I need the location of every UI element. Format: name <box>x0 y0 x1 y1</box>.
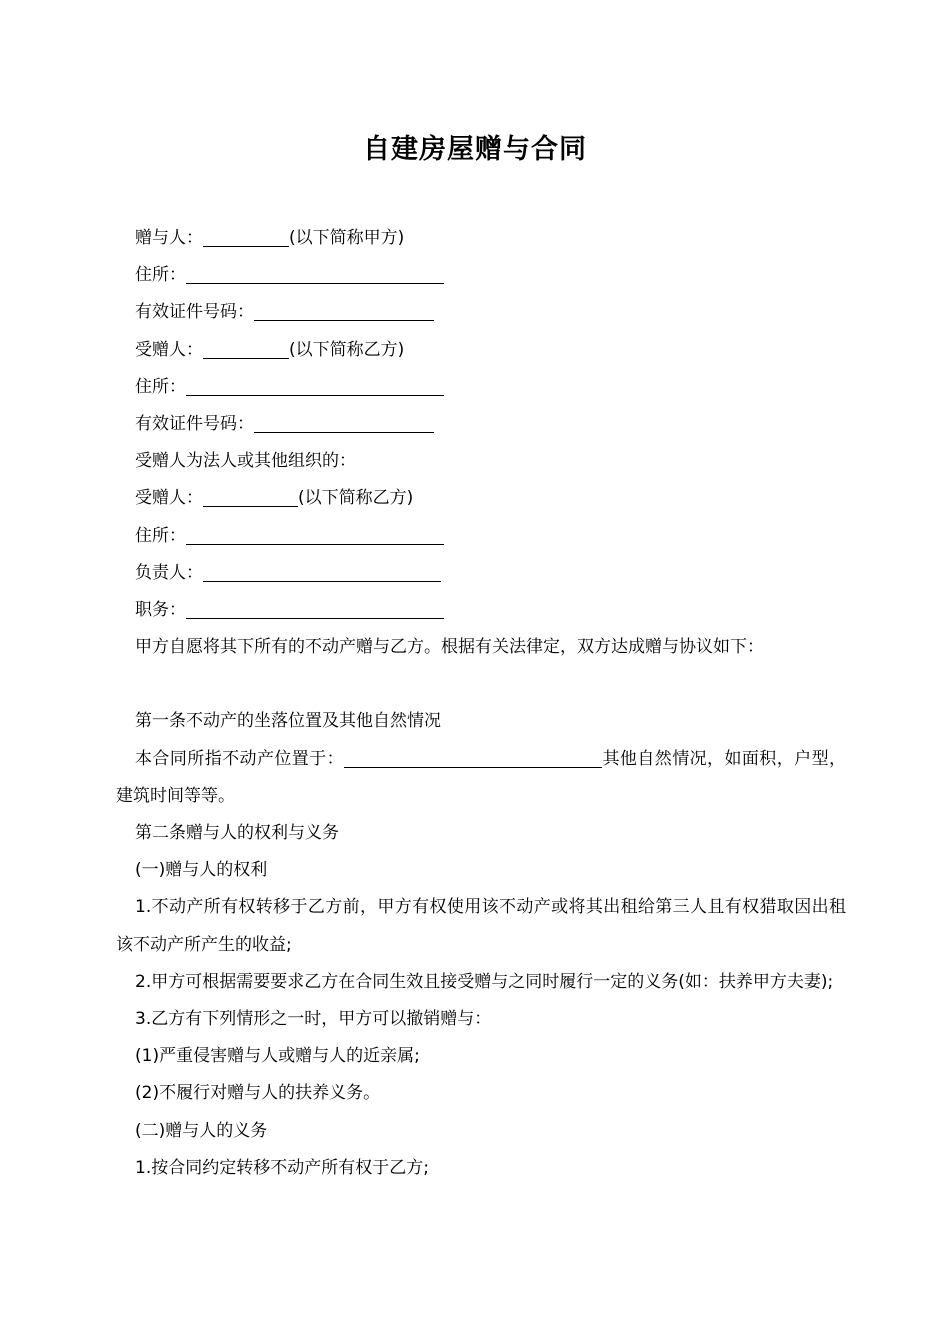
donee-line <box>116 332 846 369</box>
paragraph-gap <box>116 666 846 703</box>
donor-name-blank <box>203 224 289 247</box>
org-donee-suffix: (以下简称乙方) <box>298 488 414 509</box>
right-3-item-1-text: (1)严重侵害赠与人或赠与人的近亲属; <box>135 1046 420 1067</box>
article1-heading-text: 第一条不动产的坐落位置及其他自然情况 <box>135 711 441 732</box>
donee-id-label: 有效证件号码： <box>135 413 254 434</box>
duties-heading <box>116 1113 846 1150</box>
org-intro-text: 受赠人为法人或其他组织的： <box>135 451 356 472</box>
article1-paragraph <box>116 741 846 815</box>
donee-label: 受赠人： <box>135 339 203 360</box>
right-3-item-2-text: (2)不履行对赠与人的扶养义务。 <box>135 1083 381 1104</box>
donor-address-label: 住所： <box>135 265 186 286</box>
donee-name-blank <box>203 336 289 359</box>
rights-heading <box>116 852 846 889</box>
preamble-line <box>116 629 846 666</box>
org-donee-name-blank <box>203 484 298 507</box>
article1-text-b: 其他自然情况，如面积，户型，建筑时间等等。 <box>116 748 847 806</box>
document-body <box>116 220 846 1187</box>
right-1-paragraph: 1.不动产所有权转移于乙方前，甲方有权使用该不动产或将其出租给第三人且有权猎取因出租该不动产所产生的收益; <box>116 897 846 955</box>
preamble-text: 甲方自愿将其下所有的不动产赠与乙方。根据有关法律定，双方达成赠与协议如下： <box>135 637 764 658</box>
org-address-blank <box>186 522 444 545</box>
duty-1-line <box>116 1150 846 1187</box>
donor-address-line <box>116 257 846 294</box>
article2-heading <box>116 815 846 852</box>
article2-heading-text: 第二条赠与人的权利与义务 <box>135 823 339 844</box>
org-leader-label: 负责人： <box>135 562 203 583</box>
document-title: 自建房屋赠与合同 <box>363 134 587 165</box>
donor-id-blank <box>254 298 434 321</box>
org-address-line <box>116 518 846 555</box>
right-2-paragraph: 2.甲方可根据需要要求乙方在合同生效且接受赠与之同时履行一定的义务(如：扶养甲方夫妻); <box>135 971 834 992</box>
duty-1-text: 1.按合同约定转移不动产所有权于乙方; <box>135 1157 429 1178</box>
donee-address-blank <box>186 373 444 396</box>
right-3-item-2-line <box>116 1075 846 1112</box>
org-leader-line <box>116 555 846 592</box>
article1-text-a: 本合同所指不动产位置于： <box>135 748 345 769</box>
right-3-line <box>116 1001 846 1038</box>
rights-heading-text: (一)赠与人的权利 <box>135 860 268 881</box>
donor-label: 赠与人： <box>135 228 203 248</box>
article1-heading <box>116 703 846 740</box>
donor-id-label: 有效证件号码： <box>135 302 254 323</box>
org-position-label: 职务： <box>135 599 186 620</box>
donee-id-line <box>116 406 846 443</box>
donee-id-blank <box>254 410 434 433</box>
org-address-label: 住所： <box>135 525 186 546</box>
org-leader-blank <box>203 559 441 582</box>
org-position-blank <box>186 596 444 619</box>
duties-heading-text: (二)赠与人的义务 <box>135 1120 268 1141</box>
org-donee-line <box>116 480 846 517</box>
donor-id-line <box>116 294 846 331</box>
org-intro-line <box>116 443 846 480</box>
donor-line <box>116 220 846 257</box>
property-location-blank <box>344 745 602 768</box>
donee-address-label: 住所： <box>135 376 186 397</box>
donee-address-line <box>116 369 846 406</box>
donor-address-blank <box>186 261 444 284</box>
right-3-text: 3.乙方有下列情形之一时，甲方可以撤销赠与： <box>135 1009 492 1030</box>
org-donee-label: 受赠人： <box>135 488 203 509</box>
donor-suffix: (以下简称甲方) <box>289 228 405 248</box>
org-position-line <box>116 592 846 629</box>
donee-suffix: (以下简称乙方) <box>289 339 405 360</box>
right-3-item-1-line <box>116 1038 846 1075</box>
